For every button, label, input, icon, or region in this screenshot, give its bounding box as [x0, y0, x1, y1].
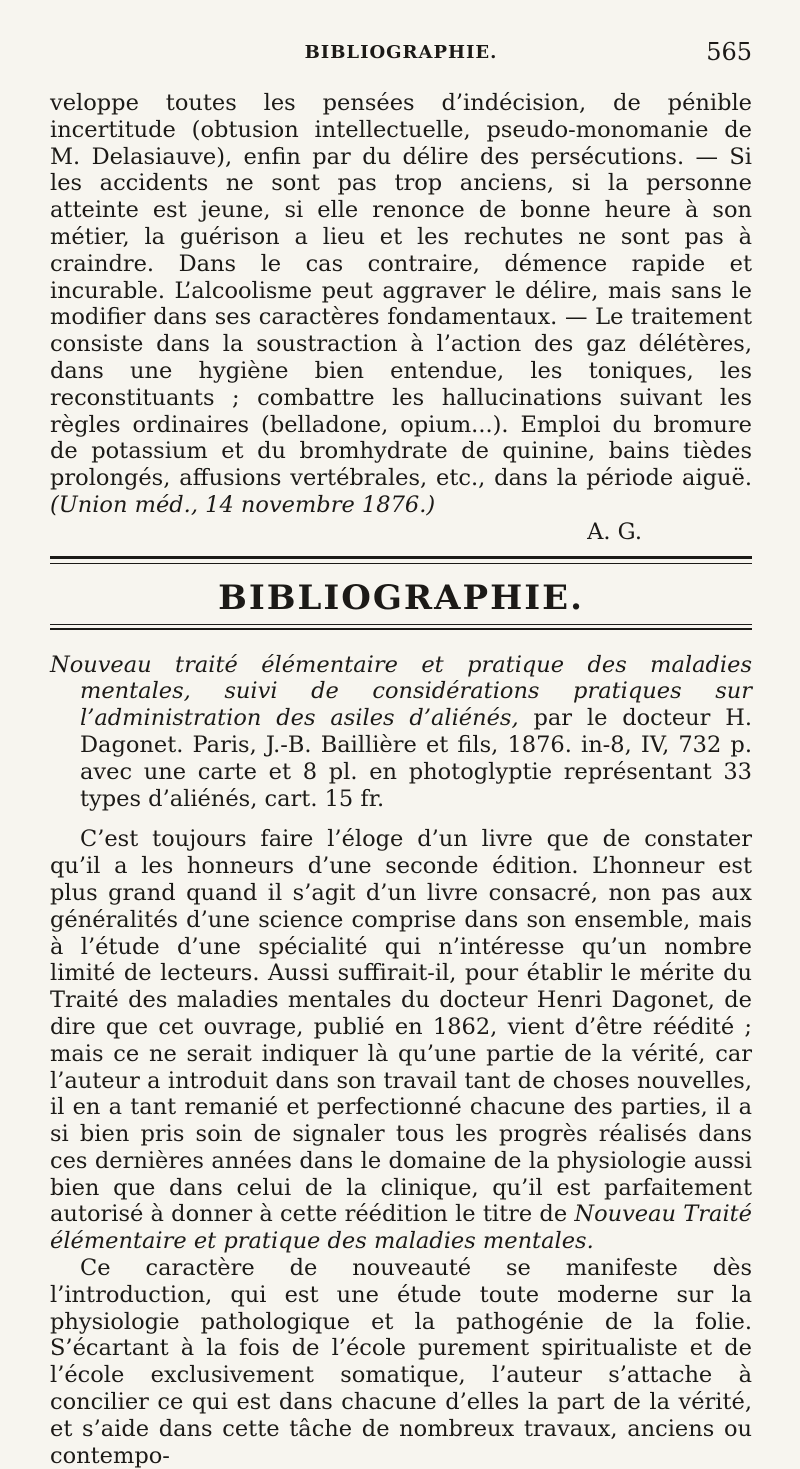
signature: A. G. [587, 518, 642, 545]
divider-bottom [50, 624, 752, 630]
section-heading: BIBLIOGRAPHIE. [218, 577, 584, 618]
top-paragraph-citation: (Union méd., 14 novembre 1876.) [50, 491, 436, 518]
signature-line [50, 519, 752, 546]
running-title: BIBLIOGRAPHIE. [304, 42, 498, 63]
body-paragraph-1-title: Nouveau Traité élémentaire et pratique des maladies mentales. [50, 1201, 752, 1255]
body-paragraph-1-text: C’est toujours faire l’éloge d’un livre que de constater qu’il a les honneurs d’une seconde édition. L’honneur est plus grand quand il s’agit d’un livre consacré, non pas aux généralités d’une science comprise dans son ensemble, mais à l’étude d’une spécialité qui n’intéresse qu’un nombre limité de lecteurs. Aussi suffirait-il, pour établir le mérite du Traité des maladies mentales du docteur Henri Dagonet, de dire que cet ouvrage, publié en 1862, vient d’être réédité ; mais ce ne serait indiquer là qu’une partie de la vérité, car l’auteur a introduit dans son travail tant de choses nouvelles, il en a tant remanié et perfectionné chacune des parties, il a si bien pris soin de signaler tous les progrès réalisés dans ces dernières années dans le domaine de la physiologie aussi bien que dans celui de la clinique, qu’il est parfaitement autorisé à donner à cette réédition le titre de [50, 826, 752, 1228]
reference-details: par le docteur H. Dagonet. Paris, J.-B. Baillière et fils, 1876. in-8, IV, 732 p. avec une carte et 8 pl. en photoglyptie représentant 33 types d’aliénés, cart. 15 fr. [80, 705, 752, 812]
bibliographic-reference [50, 652, 752, 813]
reference-title: Nouveau traité élémentaire et pratique des maladies mentales, suivi de considérations pratiques sur l’administration des asiles d’aliénés, [50, 651, 752, 732]
top-paragraph-text: veloppe toutes les pensées d’indécision, de pénible incertitude (obtusion intellectuelle, pseudo-monomanie de M. Delasiauve), enfin par du délire des persécutions. — Si les accidents ne sont pas trop anciens, si la personne atteinte est jeune, si elle renonce de bonne heure à son métier, la guérison a lieu et les rechutes ne sont pas à craindre. Dans le cas contraire, démence rapide et incurable. L’alcoolisme peut aggraver le délire, mais sans le modifier dans ses caractères fondamentaux. — Le traitement consiste dans la soustraction à l’action des gaz délétères, dans une hygiène bien entendue, les toniques, les reconstituants ; combattre les hallucinations suivant les règles ordinaires (belladone, opium...). Emploi du bromure de potassium et du bromhydrate de quinine, bains tièdes prolongés, affusions vertébrales, etc., dans la période aiguë. [50, 90, 752, 492]
divider-top [50, 556, 752, 564]
running-head [50, 0, 752, 90]
body-paragraph-2: Ce caractère de nouveauté se manifeste dès l’introduction, qui est une étude toute moderne sur la physiologie pathologique et la pathogénie de la folie. S’écartant à la fois de l’école purement spiritualiste et de l’école exclusivement somatique, l’auteur s’attache à concilier ce qui est dans chacune d’elles la part de la vérité, et s’aide dans cette tâche de nombreux travaux, anciens ou contempo- [50, 1255, 752, 1469]
body-paragraph-1 [50, 826, 752, 1255]
page-number: 565 [706, 38, 752, 66]
top-paragraph [50, 90, 752, 519]
